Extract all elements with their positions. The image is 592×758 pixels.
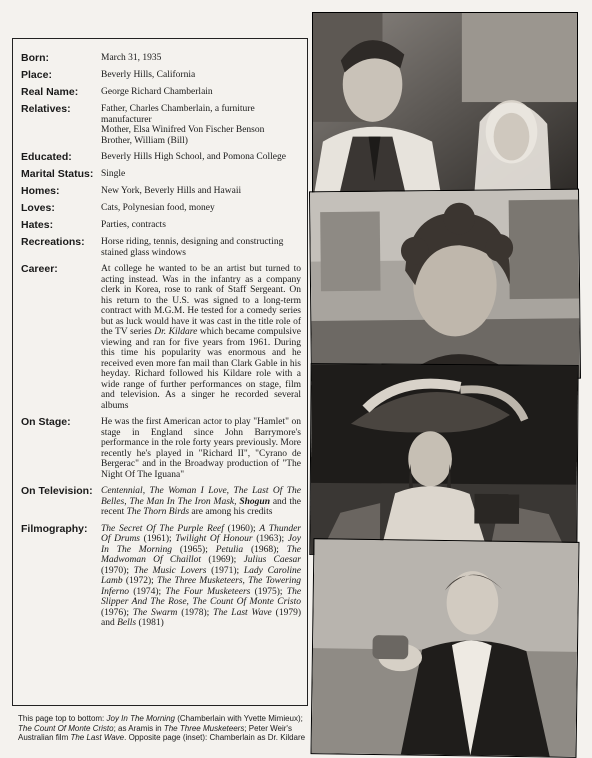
fact-row-television bbox=[21, 486, 301, 518]
fact-row-career bbox=[21, 264, 301, 411]
film-year: (1972); bbox=[125, 576, 154, 586]
film-and: and bbox=[101, 618, 118, 628]
film-title: Joy In The Morning bbox=[101, 534, 302, 555]
fact-label: Educated: bbox=[21, 151, 72, 163]
film-year: (1979) bbox=[275, 607, 301, 618]
film-year: (1961); bbox=[143, 534, 172, 544]
film-year: (1963); bbox=[256, 534, 285, 544]
film-title: Petulia bbox=[215, 544, 244, 555]
film-title: Twilight Of Honour bbox=[175, 534, 253, 544]
fact-row bbox=[21, 70, 301, 81]
fact-label: Hates: bbox=[21, 219, 54, 231]
fact-row bbox=[21, 152, 301, 163]
fact-value: Horse riding, tennis, designing and constructing stained glass windows bbox=[101, 237, 284, 258]
photo-joy-in-the-morning bbox=[312, 12, 578, 202]
photo-the-last-wave bbox=[311, 538, 580, 758]
film-title: The Four Musketeers bbox=[165, 586, 251, 597]
fact-row-filmography bbox=[21, 524, 301, 629]
photo-three-musketeers bbox=[309, 363, 578, 557]
fact-value: He was the first American actor to play "Hamlet" on stage in England since John Barrymore's performance in the role forty years previously. More recently he's played in "Richard II", "Cyrano de Bergerac" and in the Broadway production of "The Night Of The Iguana" bbox=[101, 417, 301, 480]
film-title: The Slipper And The Rose, The Count Of Monte Cristo bbox=[101, 586, 302, 607]
fact-label: Career: bbox=[21, 263, 58, 275]
film-year: (1978); bbox=[181, 607, 210, 618]
fact-value: Parties, contracts bbox=[101, 220, 166, 230]
fact-label: Real Name: bbox=[21, 86, 79, 98]
fact-label: Born: bbox=[21, 52, 49, 64]
fact-label: Loves: bbox=[21, 202, 55, 214]
fact-value: Beverly Hills High School, and Pomona College bbox=[101, 152, 286, 162]
fact-value: Centennial, The Woman I Love, The Last Of The Belles, The Man In The Iron Mask, Shogun and the recent The Thorn Birds are among his credits bbox=[101, 486, 302, 517]
fact-value: Cats, Polynesian food, money bbox=[101, 203, 215, 213]
fact-value: Father, Charles Chamberlain, a furniture manufacturer Mother, Elsa Winifred Von Fischer Benson Brother, William (Bill) bbox=[101, 104, 265, 146]
film-year: (1968); bbox=[250, 544, 279, 555]
fact-box bbox=[12, 38, 308, 706]
fact-row bbox=[21, 237, 301, 258]
film-year: (1960); bbox=[227, 523, 256, 534]
film-title: A Thunder Of Drums bbox=[101, 523, 301, 544]
fact-value: Single bbox=[101, 169, 126, 179]
film-title: The Three Musketeers, The Towering Inferno bbox=[101, 576, 302, 597]
fact-value: March 31, 1935 bbox=[101, 53, 162, 63]
film-title: The Madwoman Of Chaillot bbox=[101, 544, 302, 565]
facts-list bbox=[21, 53, 301, 258]
fact-label: On Television: bbox=[21, 485, 93, 497]
film-title: Lady Caroline Lamb bbox=[101, 565, 302, 586]
film-title: The Swarm bbox=[132, 607, 178, 618]
film-title: The Last Wave bbox=[213, 607, 272, 618]
film-year: (1971); bbox=[211, 565, 240, 576]
fact-value: New York, Beverly Hills and Hawaii bbox=[101, 186, 242, 196]
fact-value: Beverly Hills, California bbox=[101, 70, 196, 80]
fact-row bbox=[21, 220, 301, 231]
film-title: The Music Lovers bbox=[133, 565, 207, 576]
film-year: (1981) bbox=[136, 618, 164, 628]
photo-count-of-monte-cristo bbox=[309, 189, 581, 382]
fact-row bbox=[21, 53, 301, 64]
fact-row bbox=[21, 104, 301, 146]
film-year: (1969); bbox=[208, 555, 237, 565]
filmography-list bbox=[101, 524, 301, 629]
fact-row-stage bbox=[21, 417, 301, 480]
fact-label: On Stage: bbox=[21, 416, 71, 428]
film-year: (1976); bbox=[101, 607, 129, 618]
fact-row bbox=[21, 186, 301, 197]
fact-value: At college he wanted to be an artist but turned to acting instead. Was in the infantry as a company clerk in Korea, rose to rank of Staff Sergeant. On his return to the U.S. was signed to a long-term contract with M.G.M. He tested for a comedy series but as luck would have it was cast in the title role of the TV series Dr. Kildare which became compulsive viewing and ran for five years from 1961. During this time his popularity was enormous and he received even more fan mail than Clark Gable in his heyday. Richard followed his Kildare role with a wide range of further performances on stage, film and television. As a singer he recorded several albums bbox=[101, 264, 301, 411]
fact-label: Homes: bbox=[21, 185, 60, 197]
film-year: (1974); bbox=[133, 586, 162, 597]
fact-value: George Richard Chamberlain bbox=[101, 87, 213, 97]
fact-label: Place: bbox=[21, 69, 52, 81]
fact-row bbox=[21, 203, 301, 214]
fact-label: Relatives: bbox=[21, 103, 71, 115]
fact-row bbox=[21, 169, 301, 180]
photo-caption: This page top to bottom: Joy In The Morning (Chamberlain with Yvette Mimieux); The Count Of Monte Cristo; as Aramis in The Three Musketeers; Peter Weir's Australian film The Last Wave. Opposite page (inset): Chamberlain as Dr. Kildare bbox=[18, 714, 306, 742]
fact-row bbox=[21, 87, 301, 98]
fact-label: Marital Status: bbox=[21, 168, 94, 180]
fact-label: Filmography: bbox=[21, 522, 88, 535]
film-year: (1965); bbox=[179, 544, 208, 555]
film-year: (1975); bbox=[254, 586, 283, 597]
film-year: (1970); bbox=[101, 565, 129, 576]
fact-label: Recreations: bbox=[21, 236, 85, 248]
film-title: The Secret Of The Purple Reef bbox=[101, 523, 224, 534]
film-title: Bells bbox=[117, 618, 137, 628]
film-title: Julius Caesar bbox=[243, 555, 302, 565]
